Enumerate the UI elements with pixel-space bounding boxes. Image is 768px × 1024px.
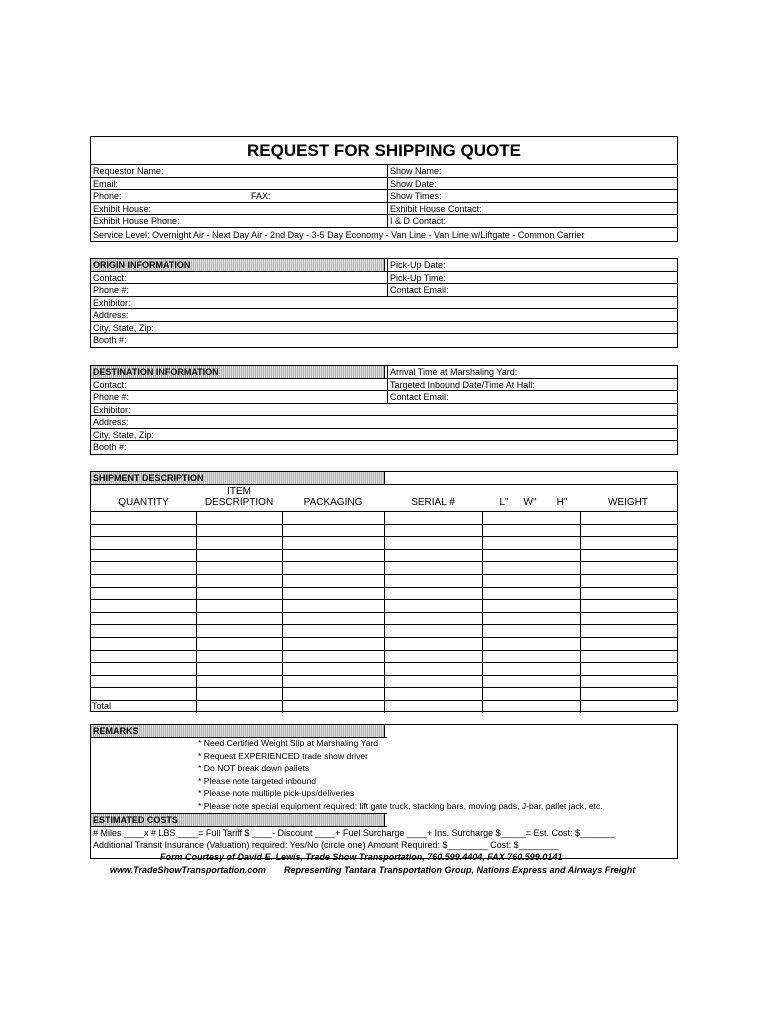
remark-note: * Please note multiple pick-ups/deliveries (198, 788, 355, 798)
shipment-cell[interactable] (580, 512, 677, 525)
shipment-cell[interactable] (384, 537, 482, 550)
shipment-item-row (91, 524, 677, 537)
destination-contact-field[interactable]: Contact: (93, 379, 127, 390)
origin-row (91, 284, 677, 297)
shipment-cell[interactable] (384, 524, 482, 537)
footer-website-link[interactable]: www.TradeShowTransportation.com (110, 865, 266, 875)
shipment-cell[interactable] (482, 524, 580, 537)
i-d-contact-field[interactable]: I & D Contact: (387, 215, 677, 227)
shipment-cell[interactable] (580, 524, 677, 537)
serial-column-header: SERIAL # (411, 497, 455, 508)
shipment-cell[interactable] (482, 612, 580, 625)
shipment-cell[interactable] (282, 562, 384, 575)
shipment-item-row (91, 637, 677, 650)
shipment-cell[interactable] (196, 663, 282, 676)
shipment-item-row (91, 587, 677, 600)
destination-row (91, 416, 677, 429)
shipment-cell[interactable] (580, 562, 677, 575)
total-row (91, 700, 677, 712)
destination-header-row (91, 366, 677, 379)
shipment-header: SHIPMENT DESCRIPTION (91, 472, 385, 484)
shipment-cell[interactable] (282, 637, 384, 650)
pickup-time-field[interactable]: Pick-Up Time: (387, 272, 677, 284)
shipment-item-row (91, 650, 677, 663)
destination-contact-email-field[interactable]: Contact Email: (387, 391, 677, 403)
shipment-cell[interactable] (196, 700, 282, 712)
shipment-cell[interactable] (384, 663, 482, 676)
destination-header: DESTINATION INFORMATION (91, 366, 385, 378)
shipment-cell[interactable] (282, 600, 384, 613)
shipment-cell[interactable] (482, 512, 580, 525)
shipment-cell[interactable] (482, 574, 580, 587)
insurance-line[interactable]: Additional Transit Insurance (Valuation) required: Yes/No (circle one) Amount Required: $________ Cost: $________ (93, 840, 559, 850)
shipment-column-headers (91, 485, 677, 511)
shipment-cell[interactable] (196, 637, 282, 650)
shipment-cell[interactable] (91, 574, 196, 587)
origin-section (90, 258, 678, 348)
shipment-cell[interactable] (91, 625, 196, 638)
shipment-cell[interactable] (482, 688, 580, 701)
requestor-name-field[interactable]: Requestor Name: (93, 166, 164, 176)
exhibit-phone-row (91, 215, 677, 228)
weight-column-header: WEIGHT (608, 497, 648, 508)
shipment-cell[interactable] (482, 549, 580, 562)
email-field[interactable]: Email: (93, 178, 119, 189)
description-column-header: DESCRIPTION (204, 497, 274, 508)
remark-note: * Please note special equipment required: lift gate truck, stacking bars, moving pads, J-bar, pallet jack, etc. (198, 800, 603, 811)
width-column-header: W" (523, 497, 537, 508)
shipment-cell[interactable] (580, 612, 677, 625)
shipment-cell[interactable] (282, 587, 384, 600)
shipment-cell[interactable] (196, 524, 282, 537)
shipment-cell[interactable] (384, 675, 482, 688)
origin-row (91, 309, 677, 322)
shipment-cell[interactable] (580, 663, 677, 676)
origin-row (91, 334, 677, 347)
destination-section (90, 365, 678, 455)
service-level-row (91, 228, 677, 242)
shipment-section (90, 471, 678, 712)
shipment-cell[interactable] (196, 650, 282, 663)
shipment-cell[interactable] (282, 524, 384, 537)
cost-calculation-line[interactable]: # Miles ____x # LBS ____= Full Tariff $ ____- Discount ____+ Fuel Surcharge ____+ Ins. Surcharge $_____= Est. Cost: $_______ (93, 828, 616, 838)
remark-note: * Request EXPERIENCED trade show driver (198, 750, 369, 761)
pickup-date-field[interactable]: Pick-Up Date: (387, 259, 677, 271)
shipment-cell[interactable] (384, 700, 482, 712)
destination-exhibitor-field[interactable]: Exhibitor: (93, 404, 131, 415)
shipment-cell[interactable] (482, 625, 580, 638)
destination-row (91, 379, 677, 392)
remarks-header: REMARKS (91, 725, 385, 737)
shipment-cell[interactable] (482, 650, 580, 663)
shipment-cell[interactable] (282, 650, 384, 663)
shipment-cell[interactable] (384, 562, 482, 575)
length-column-header: L" (499, 497, 509, 508)
shipment-cell[interactable] (384, 549, 482, 562)
shipment-cell[interactable] (482, 675, 580, 688)
shipment-cell[interactable] (91, 549, 196, 562)
shipment-cell[interactable] (282, 549, 384, 562)
shipment-cell[interactable] (580, 637, 677, 650)
shipment-header-row (91, 472, 677, 485)
origin-contact-email-field[interactable]: Contact Email: (387, 284, 677, 296)
shipment-cell[interactable] (196, 512, 282, 525)
show-name-field[interactable]: Show Name: (387, 165, 677, 177)
exhibit-house-field[interactable]: Exhibit House: (93, 203, 152, 214)
remark-note: * Need Certified Weight Slip at Marshaling Yard (198, 738, 379, 748)
targeted-inbound-field[interactable]: Targeted Inbound Date/Time At Hall: (387, 379, 677, 391)
origin-header-row (91, 259, 677, 272)
shipment-item-row (91, 574, 677, 587)
origin-booth-field[interactable]: Booth #: (93, 335, 127, 345)
shipment-item-row (91, 675, 677, 688)
shipment-cell[interactable] (282, 675, 384, 688)
shipment-cell[interactable] (580, 574, 677, 587)
origin-contact-field[interactable]: Contact: (93, 272, 127, 283)
shipment-cell[interactable] (482, 700, 580, 712)
item-column-header-top: ITEM (227, 486, 251, 497)
destination-row (91, 429, 677, 442)
shipment-cell[interactable] (580, 675, 677, 688)
origin-address-field[interactable]: Address: (93, 310, 129, 320)
shipment-cell[interactable] (580, 700, 677, 712)
shipment-cell[interactable] (282, 688, 384, 701)
destination-city-state-zip-field[interactable]: City, State, Zip: (93, 429, 154, 440)
shipment-cell[interactable] (196, 675, 282, 688)
form-title: REQUEST FOR SHIPPING QUOTE (91, 137, 677, 165)
shipment-table-body (91, 512, 677, 713)
packaging-column-header: PACKAGING (303, 497, 363, 508)
shipment-cell[interactable] (91, 612, 196, 625)
shipment-cell[interactable] (91, 600, 196, 613)
shipment-cell[interactable] (384, 512, 482, 525)
shipment-cell[interactable] (482, 663, 580, 676)
remark-note: * Please note targeted inbound (198, 775, 317, 786)
phone-field[interactable]: Phone: (93, 191, 122, 201)
shipment-cell[interactable] (580, 688, 677, 701)
destination-row (91, 441, 677, 454)
shipment-cell[interactable] (196, 537, 282, 550)
shipment-cell[interactable] (482, 587, 580, 600)
shipment-item-row (91, 549, 677, 562)
shipment-cell[interactable] (196, 587, 282, 600)
shipment-cell[interactable] (196, 549, 282, 562)
shipment-cell[interactable] (482, 600, 580, 613)
shipment-cell[interactable] (196, 688, 282, 701)
shipment-cell[interactable] (91, 637, 196, 650)
shipment-item-row (91, 663, 677, 676)
phone-row (91, 190, 677, 203)
exhibit-house-phone-field[interactable]: Exhibit House Phone: (93, 216, 180, 226)
shipment-cell[interactable] (282, 700, 384, 712)
total-label: Total (91, 700, 196, 712)
destination-phone-field[interactable]: Phone #: (93, 392, 130, 402)
shipment-cell[interactable] (196, 612, 282, 625)
shipment-cell[interactable] (384, 612, 482, 625)
shipment-cell[interactable] (282, 574, 384, 587)
origin-row (91, 272, 677, 285)
requestor-row (91, 165, 677, 178)
shipment-cell[interactable] (196, 562, 282, 575)
exhibit-house-row (91, 203, 677, 216)
shipment-item-row (91, 512, 677, 525)
destination-row (91, 391, 677, 404)
origin-row (91, 322, 677, 335)
shipment-cell[interactable] (580, 625, 677, 638)
remark-note: * Do NOT break down pallets (198, 763, 310, 773)
shipment-cell[interactable] (196, 600, 282, 613)
origin-exhibitor-field[interactable]: Exhibitor: (93, 297, 131, 308)
origin-phone-field[interactable]: Phone #: (93, 285, 130, 295)
shipment-item-row (91, 562, 677, 575)
exhibit-house-contact-field[interactable]: Exhibit House Contact: (387, 203, 677, 215)
shipment-cell[interactable] (384, 650, 482, 663)
shipment-cell[interactable] (482, 537, 580, 550)
shipment-cell[interactable] (91, 650, 196, 663)
show-date-field[interactable]: Show Date: (387, 178, 677, 190)
shipment-cell[interactable] (91, 663, 196, 676)
shipment-cell[interactable] (580, 537, 677, 550)
shipment-cell[interactable] (91, 688, 196, 701)
destination-address-field[interactable]: Address: (93, 417, 129, 427)
estimated-costs-header-row (91, 813, 387, 827)
shipment-cell[interactable] (282, 612, 384, 625)
shipment-item-row (91, 600, 677, 613)
shipment-cell[interactable] (282, 537, 384, 550)
origin-row (91, 297, 677, 310)
shipment-item-row (91, 625, 677, 638)
shipment-cell[interactable] (384, 587, 482, 600)
fax-field[interactable]: FAX: (251, 191, 271, 201)
footer-credit: Form Courtesy of David E. Lewis, Trade Show Transportation, 760.599.4404, FAX 760.599.0141 (160, 852, 563, 862)
requestor-section (90, 136, 678, 242)
footer-representing: Representing Tantara Transportation Group, Nations Express and Airways Freight (284, 865, 636, 875)
show-times-field[interactable]: Show Times: (387, 190, 677, 202)
shipment-cell[interactable] (482, 637, 580, 650)
shipment-table (91, 511, 677, 713)
shipment-cell[interactable] (91, 512, 196, 525)
shipment-cell[interactable] (384, 637, 482, 650)
shipment-cell[interactable] (580, 650, 677, 663)
destination-row (91, 404, 677, 417)
shipment-cell[interactable] (482, 562, 580, 575)
shipment-cell[interactable] (91, 562, 196, 575)
shipment-item-row (91, 612, 677, 625)
shipment-cell[interactable] (91, 524, 196, 537)
height-column-header: H" (556, 497, 568, 508)
remarks-section (90, 724, 678, 859)
origin-header: ORIGIN INFORMATION (91, 259, 385, 271)
shipment-cell[interactable] (384, 600, 482, 613)
shipment-item-row (91, 537, 677, 550)
shipment-cell[interactable] (91, 537, 196, 550)
shipment-cell[interactable] (282, 663, 384, 676)
shipment-cell[interactable] (282, 625, 384, 638)
shipment-cell[interactable] (196, 574, 282, 587)
email-row (91, 178, 677, 191)
shipment-cell[interactable] (580, 587, 677, 600)
destination-booth-field[interactable]: Booth #: (93, 442, 127, 452)
shipment-cell[interactable] (580, 549, 677, 562)
remarks-header-row (91, 725, 387, 738)
quantity-column-header: QUANTITY (118, 497, 169, 508)
arrival-time-field[interactable]: Arrival Time at Marshaling Yard: (387, 366, 677, 378)
shipment-cell[interactable] (91, 587, 196, 600)
shipment-cell[interactable] (196, 625, 282, 638)
shipment-cell[interactable] (91, 675, 196, 688)
service-level-options[interactable]: Service Level: Overnight Air - Next Day Air - 2nd Day - 3-5 Day Economy - Van Line - Van Line w/Liftgate - Common Carrier (93, 229, 585, 240)
shipment-cell[interactable] (384, 688, 482, 701)
shipment-cell[interactable] (384, 574, 482, 587)
estimated-costs-header: ESTIMATED COSTS (91, 814, 385, 826)
shipment-cell[interactable] (384, 625, 482, 638)
shipment-cell[interactable] (282, 512, 384, 525)
shipment-item-row (91, 688, 677, 701)
shipment-cell[interactable] (580, 600, 677, 613)
origin-city-state-zip-field[interactable]: City, State, Zip: (93, 322, 154, 333)
